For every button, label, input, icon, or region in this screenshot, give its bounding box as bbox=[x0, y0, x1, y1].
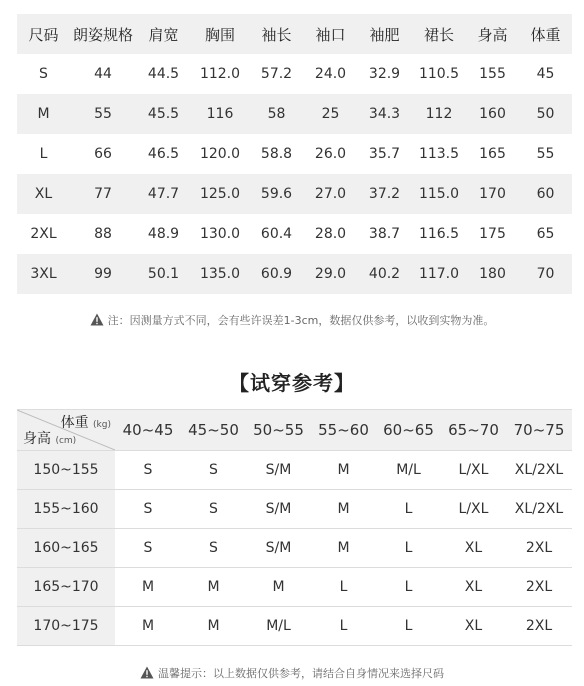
recommended-size-cell: S bbox=[209, 501, 218, 517]
recommended-size-cell: M bbox=[207, 579, 220, 595]
column-header: 袖肥 bbox=[369, 25, 400, 44]
table-cell: 50 bbox=[536, 106, 555, 122]
column-header: 胸围 bbox=[204, 25, 235, 44]
table-cell: 27.0 bbox=[314, 186, 347, 202]
weight-range-header: 40~45 bbox=[122, 421, 174, 439]
recommended-size-cell: XL bbox=[464, 618, 483, 634]
table-cell: 45.5 bbox=[147, 106, 180, 122]
table-cell: 32.9 bbox=[368, 66, 401, 82]
recommended-size-cell: XL/2XL bbox=[514, 462, 564, 478]
table-row bbox=[17, 94, 572, 134]
column-header: 体重 bbox=[530, 25, 561, 44]
table-row bbox=[17, 54, 572, 94]
recommended-size-cell: L bbox=[404, 618, 413, 634]
height-range-cell: 170~175 bbox=[17, 607, 115, 645]
table-cell: 65 bbox=[536, 226, 555, 242]
table-cell: 175 bbox=[479, 226, 506, 242]
table-row bbox=[17, 568, 572, 607]
recommended-size-cell: XL bbox=[464, 579, 483, 595]
table-cell: 40.2 bbox=[368, 266, 401, 282]
table-cell: 112 bbox=[425, 106, 453, 122]
table-cell: 60 bbox=[536, 186, 555, 202]
recommended-size-cell: M bbox=[207, 618, 220, 634]
table-cell: 99 bbox=[94, 266, 112, 282]
table-cell: 26.0 bbox=[314, 146, 347, 162]
table-cell: 88 bbox=[94, 226, 112, 242]
note-text: 注：因测量方式不同，会有些许误差1-3cm，数据仅供参考，以收到实物为准。 bbox=[107, 314, 495, 327]
column-header: 肩宽 bbox=[148, 25, 179, 44]
table-cell: 55 bbox=[94, 106, 112, 122]
weight-range-header: 70~75 bbox=[513, 421, 565, 439]
weight-range-header: 65~70 bbox=[448, 421, 499, 439]
recommended-size-cell: L bbox=[404, 540, 413, 556]
table-cell: 135.0 bbox=[199, 266, 241, 282]
table-row bbox=[17, 529, 572, 568]
recommended-size-cell: M/L bbox=[396, 462, 421, 478]
table-cell: 44 bbox=[94, 66, 112, 82]
table-cell: 155 bbox=[479, 66, 506, 82]
weight-range-header: 50~55 bbox=[253, 421, 304, 439]
size-table-header bbox=[17, 14, 572, 54]
table-cell: 59.6 bbox=[260, 186, 293, 202]
table-cell: 55 bbox=[536, 146, 555, 162]
table-cell: 44.5 bbox=[147, 66, 180, 82]
column-header: 身高 bbox=[477, 25, 508, 44]
recommended-size-cell: L/XL bbox=[458, 501, 489, 517]
table-cell: 29.0 bbox=[314, 266, 347, 282]
table-cell: 3XL bbox=[30, 266, 57, 282]
column-header: 朗姿规格 bbox=[72, 25, 133, 44]
table-cell: 57.2 bbox=[260, 66, 293, 82]
recommended-size-cell: S bbox=[143, 462, 153, 478]
table-cell: 35.7 bbox=[368, 146, 401, 162]
recommended-size-cell: L/XL bbox=[458, 462, 489, 478]
table-cell: 25 bbox=[321, 106, 340, 122]
table-cell: 66 bbox=[94, 146, 112, 162]
recommended-size-cell: M/L bbox=[266, 618, 291, 634]
table-cell: 130.0 bbox=[199, 226, 241, 242]
table-cell: 46.5 bbox=[147, 146, 180, 162]
recommended-size-cell: 2XL bbox=[525, 579, 553, 595]
table-cell: 113.5 bbox=[418, 146, 460, 162]
tip-text: 温馨提示：以上数据仅供参考，请结合自身情况来选择尺码 bbox=[158, 667, 444, 680]
recommended-size-cell: S bbox=[209, 540, 218, 556]
table-cell: 77 bbox=[94, 186, 112, 202]
table-row bbox=[17, 451, 572, 490]
recommended-size-cell: M bbox=[141, 579, 155, 595]
recommended-size-cell: S/M bbox=[265, 540, 292, 556]
column-header: 袖长 bbox=[261, 25, 292, 44]
measurement-note bbox=[0, 312, 584, 329]
height-axis-label: 身高 (cm) bbox=[23, 431, 77, 447]
table-cell: 125.0 bbox=[199, 186, 241, 202]
table-cell: 38.7 bbox=[368, 226, 401, 242]
table-cell: 180 bbox=[479, 266, 506, 282]
recommended-size-cell: S bbox=[143, 501, 153, 517]
recommended-size-cell: XL/2XL bbox=[514, 501, 564, 517]
table-cell: 70 bbox=[536, 266, 555, 282]
recommended-size-cell: 2XL bbox=[525, 618, 553, 634]
table-cell: S bbox=[39, 66, 48, 82]
column-header: 裙长 bbox=[423, 25, 454, 44]
recommended-size-cell: L bbox=[404, 501, 413, 517]
recommended-size-cell: L bbox=[404, 579, 413, 595]
table-cell: 120.0 bbox=[199, 146, 241, 162]
recommended-size-cell: S/M bbox=[265, 501, 292, 517]
warning-icon bbox=[90, 313, 104, 329]
fit-table-header bbox=[17, 410, 572, 451]
table-cell: 34.3 bbox=[368, 106, 401, 122]
table-cell: 50.1 bbox=[147, 266, 180, 282]
recommended-size-cell: M bbox=[337, 501, 350, 517]
table-cell: 117.0 bbox=[418, 266, 460, 282]
recommended-size-cell: M bbox=[337, 540, 350, 556]
recommended-size-cell: M bbox=[337, 462, 350, 478]
table-cell: 28.0 bbox=[314, 226, 347, 242]
table-row bbox=[17, 174, 572, 214]
recommended-size-cell: M bbox=[141, 618, 155, 634]
table-cell: 112.0 bbox=[199, 66, 241, 82]
fit-reference-title: 【试穿参考】 bbox=[229, 371, 355, 395]
weight-range-header: 60~65 bbox=[383, 421, 434, 439]
table-cell: 48.9 bbox=[147, 226, 180, 242]
recommended-size-cell: S bbox=[209, 462, 218, 478]
table-cell: 2XL bbox=[30, 226, 57, 242]
table-cell: XL bbox=[34, 186, 53, 202]
table-cell: 110.5 bbox=[418, 66, 460, 82]
recommended-size-cell: XL bbox=[464, 540, 483, 556]
table-cell: 60.4 bbox=[260, 226, 293, 242]
table-row bbox=[17, 134, 572, 174]
recommended-size-cell: S/M bbox=[265, 462, 292, 478]
table-row bbox=[17, 254, 572, 294]
table-cell: 47.7 bbox=[147, 186, 180, 202]
weight-axis-label: 体重 (kg) bbox=[60, 415, 111, 431]
height-range-cell: 160~165 bbox=[17, 529, 115, 567]
height-range-cell: 150~155 bbox=[17, 451, 115, 489]
table-cell: M bbox=[37, 106, 50, 122]
recommended-size-cell: 2XL bbox=[525, 540, 553, 556]
table-cell: 60.9 bbox=[260, 266, 293, 282]
table-cell: 170 bbox=[479, 186, 506, 202]
recommended-size-cell: S bbox=[143, 540, 153, 556]
table-cell: 165 bbox=[479, 146, 506, 162]
column-header: 袖口 bbox=[315, 25, 346, 44]
table-cell: 58 bbox=[267, 106, 286, 122]
column-header: 尺码 bbox=[28, 25, 59, 44]
table-cell: 37.2 bbox=[368, 186, 401, 202]
table-cell: 115.0 bbox=[418, 186, 460, 202]
recommended-size-cell: L bbox=[339, 618, 348, 634]
table-row bbox=[17, 607, 572, 646]
table-cell: 45 bbox=[536, 66, 555, 82]
weight-range-header: 55~60 bbox=[318, 421, 369, 439]
table-cell: 116.5 bbox=[418, 226, 460, 242]
recommended-size-cell: M bbox=[272, 579, 285, 595]
height-range-cell: 155~160 bbox=[17, 490, 115, 528]
recommended-size-cell: L bbox=[339, 579, 348, 595]
table-row bbox=[17, 490, 572, 529]
table-cell: 24.0 bbox=[314, 66, 347, 82]
table-cell: 160 bbox=[479, 106, 506, 122]
table-row bbox=[17, 214, 572, 254]
corner-header bbox=[17, 410, 115, 450]
height-range-cell: 165~170 bbox=[17, 568, 115, 606]
fit-reference-table bbox=[17, 409, 572, 646]
table-cell: 116 bbox=[206, 106, 234, 122]
warning-icon bbox=[140, 666, 154, 682]
reference-tip bbox=[0, 665, 584, 682]
size-table bbox=[17, 14, 572, 294]
table-cell: L bbox=[39, 146, 48, 162]
weight-range-header: 45~50 bbox=[188, 421, 239, 439]
table-cell: 58.8 bbox=[260, 146, 293, 162]
